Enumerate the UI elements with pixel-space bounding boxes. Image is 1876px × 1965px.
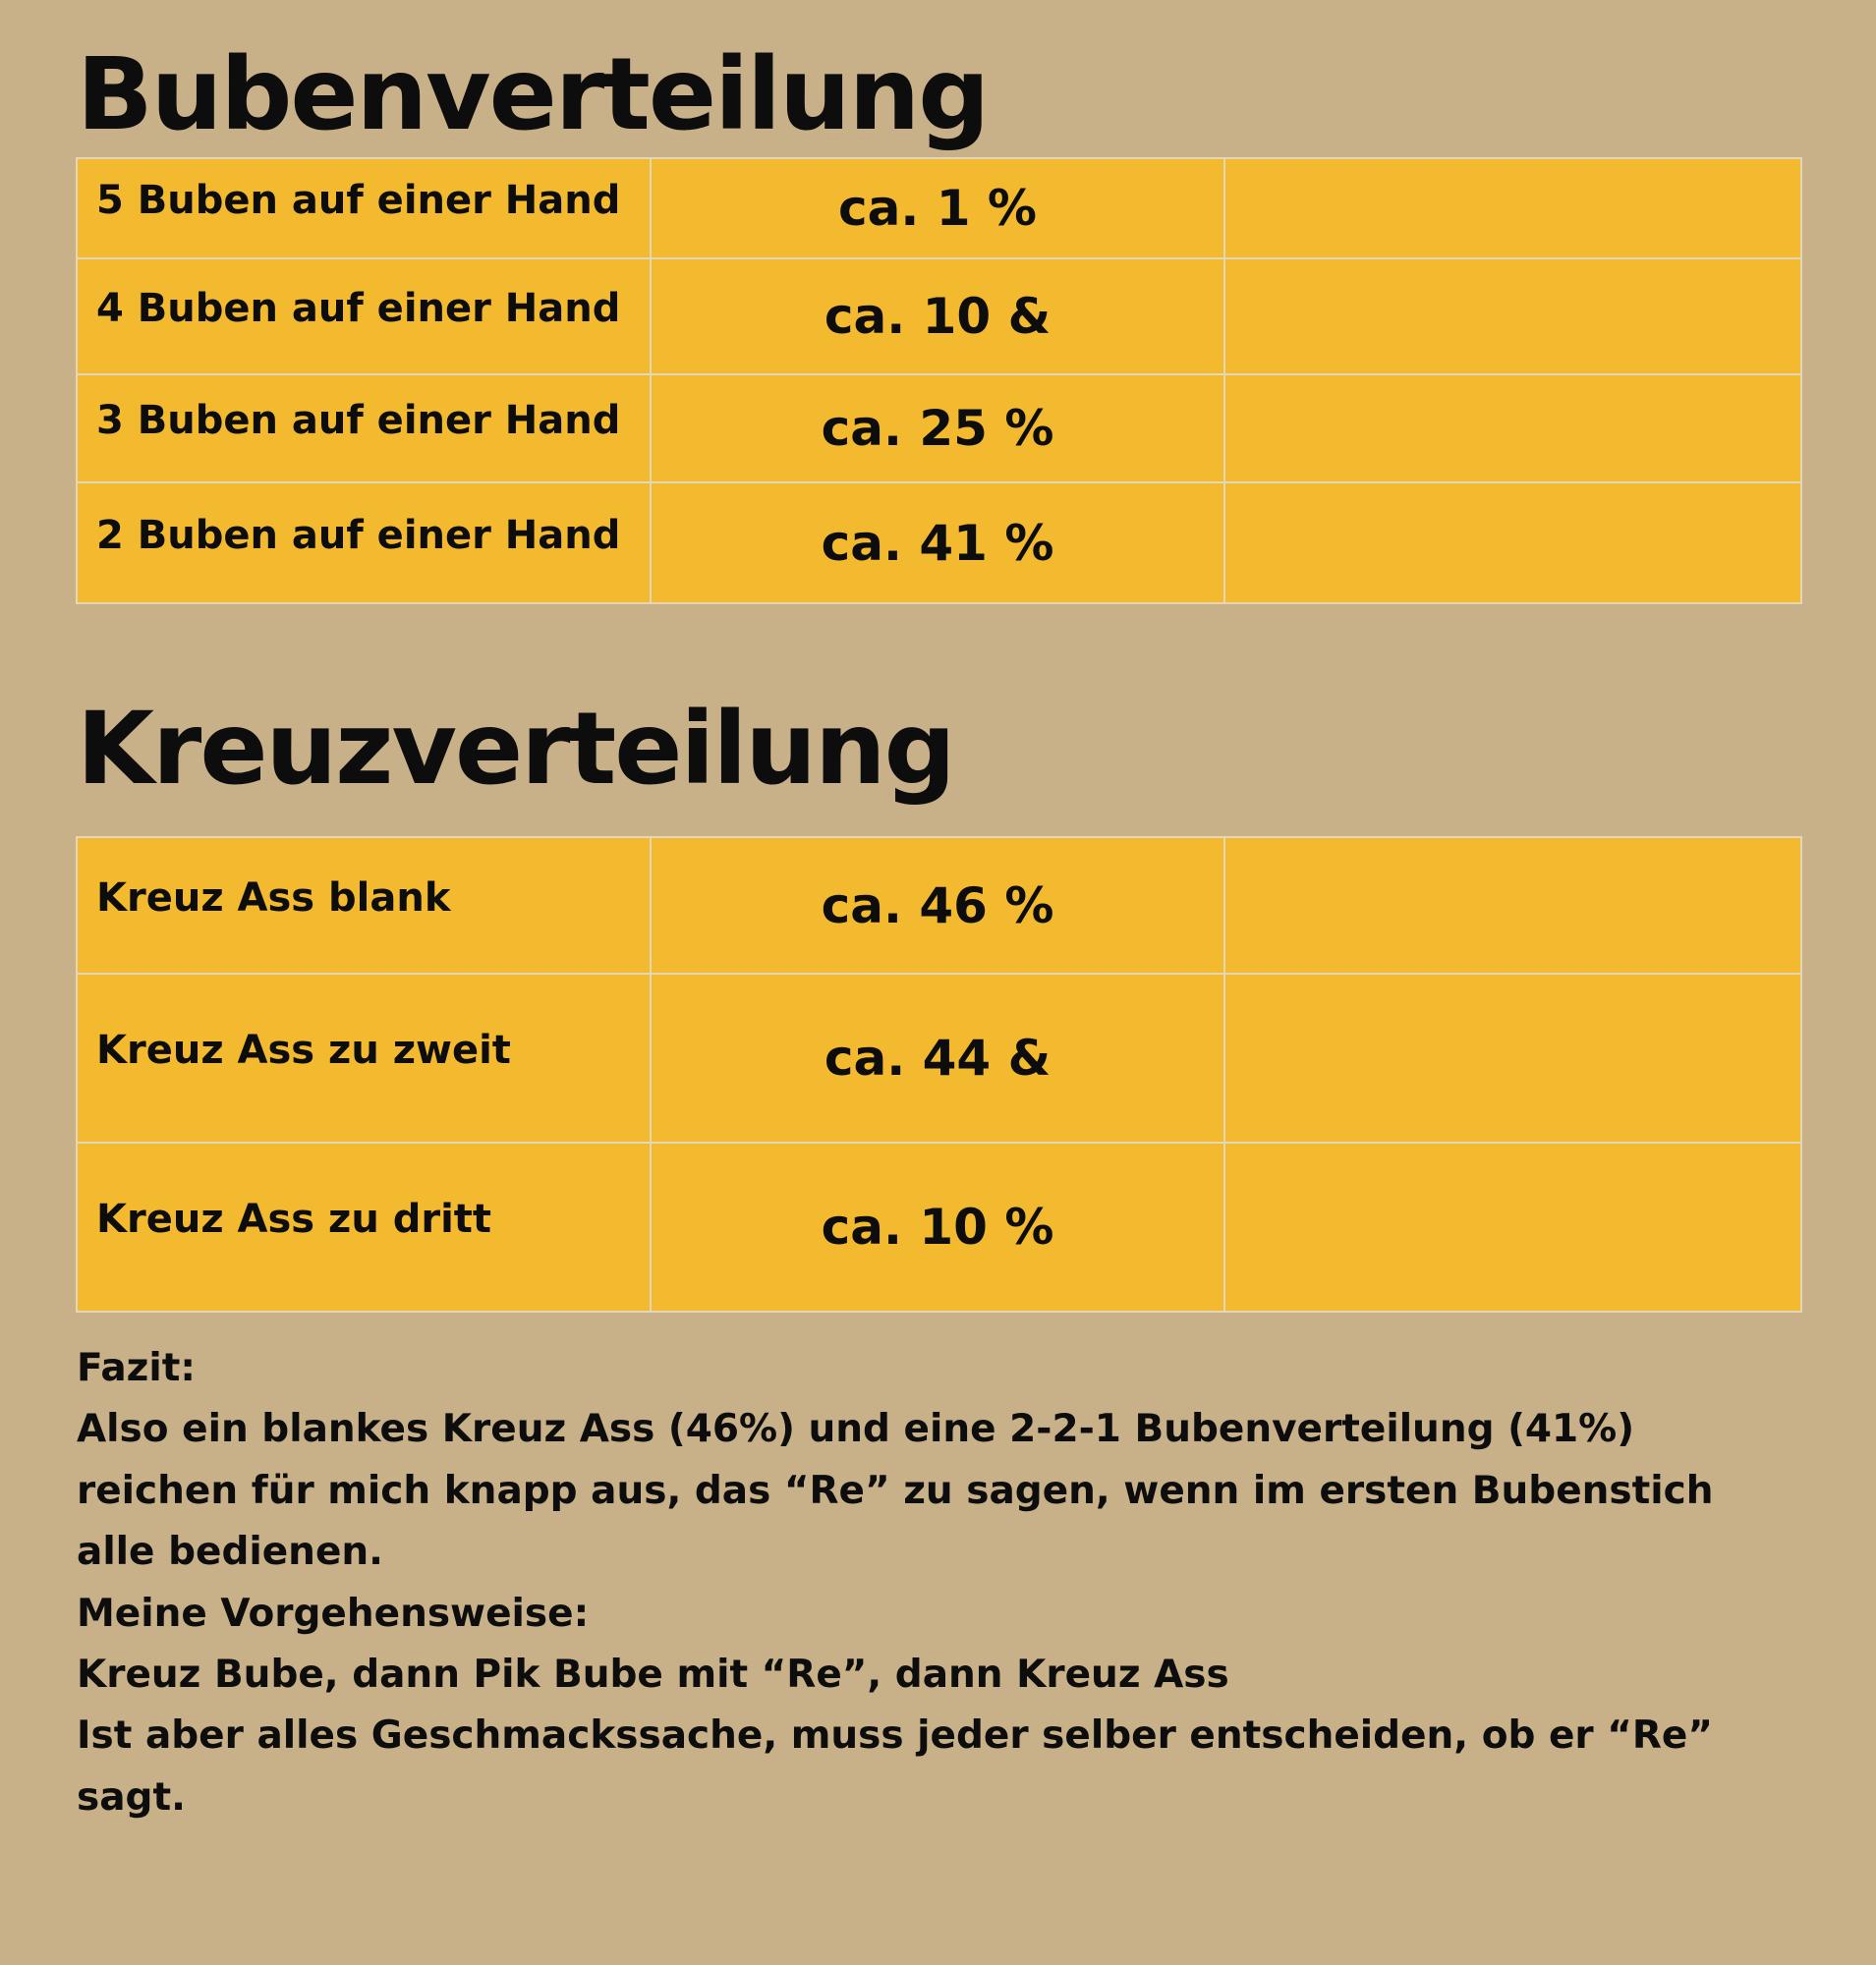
row-value: ca. 10 & [651, 258, 1224, 374]
table-row [77, 974, 1801, 1143]
conclusion-line: Kreuz Bube, dann Pik Bube mit “Re”, dann Kreuz Ass [77, 1653, 1229, 1698]
row-label: 2 Buben auf einer Hand [77, 482, 651, 603]
conclusion-line: Ist aber alles Geschmackssache, muss jeder selber entscheiden, ob er “Re” [77, 1713, 1713, 1759]
row-label: 4 Buben auf einer Hand [77, 258, 651, 374]
empty-cell [1224, 258, 1801, 374]
empty-cell [1224, 482, 1801, 603]
row-label: Kreuz Ass blank [77, 837, 651, 974]
empty-cell [1224, 837, 1801, 974]
row-label: Kreuz Ass zu zweit [77, 974, 651, 1143]
table-row [77, 258, 1801, 374]
empty-cell [1224, 1143, 1801, 1312]
conclusion-line: reichen für mich knapp aus, das “Re” zu sagen, wenn im ersten Bubenstich [77, 1468, 1714, 1513]
conclusion-line: Also ein blankes Kreuz Ass (46%) und eine 2-2-1 Bubenverteilung (41%) [77, 1407, 1635, 1452]
table-kreuzverteilung [76, 836, 1802, 1313]
row-value: ca. 10 % [651, 1143, 1224, 1312]
row-label: 5 Buben auf einer Hand [77, 158, 651, 258]
approach-title: Meine Vorgehensweise: [77, 1591, 590, 1636]
empty-cell [1224, 374, 1801, 482]
table-bubenverteilung [76, 157, 1802, 604]
table-row [77, 837, 1801, 974]
conclusion-text [77, 1338, 1806, 1828]
empty-cell [1224, 974, 1801, 1143]
row-label: Kreuz Ass zu dritt [77, 1143, 651, 1312]
heading-bubenverteilung: Bubenverteilung [77, 36, 989, 153]
row-value: ca. 46 % [651, 837, 1224, 974]
table-row [77, 374, 1801, 482]
row-value: ca. 44 & [651, 974, 1224, 1143]
conclusion-line: sagt. [77, 1774, 186, 1820]
row-value: ca. 25 % [651, 374, 1224, 482]
conclusion-line: alle bedienen. [77, 1530, 383, 1575]
table-row [77, 482, 1801, 603]
table-row [77, 158, 1801, 258]
row-value: ca. 1 % [651, 158, 1224, 258]
empty-cell [1224, 158, 1801, 258]
heading-kreuzverteilung: Kreuzverteilung [77, 691, 954, 808]
row-label: 3 Buben auf einer Hand [77, 374, 651, 482]
table-row [77, 1143, 1801, 1312]
row-value: ca. 41 % [651, 482, 1224, 603]
conclusion-title: Fazit: [77, 1346, 196, 1390]
